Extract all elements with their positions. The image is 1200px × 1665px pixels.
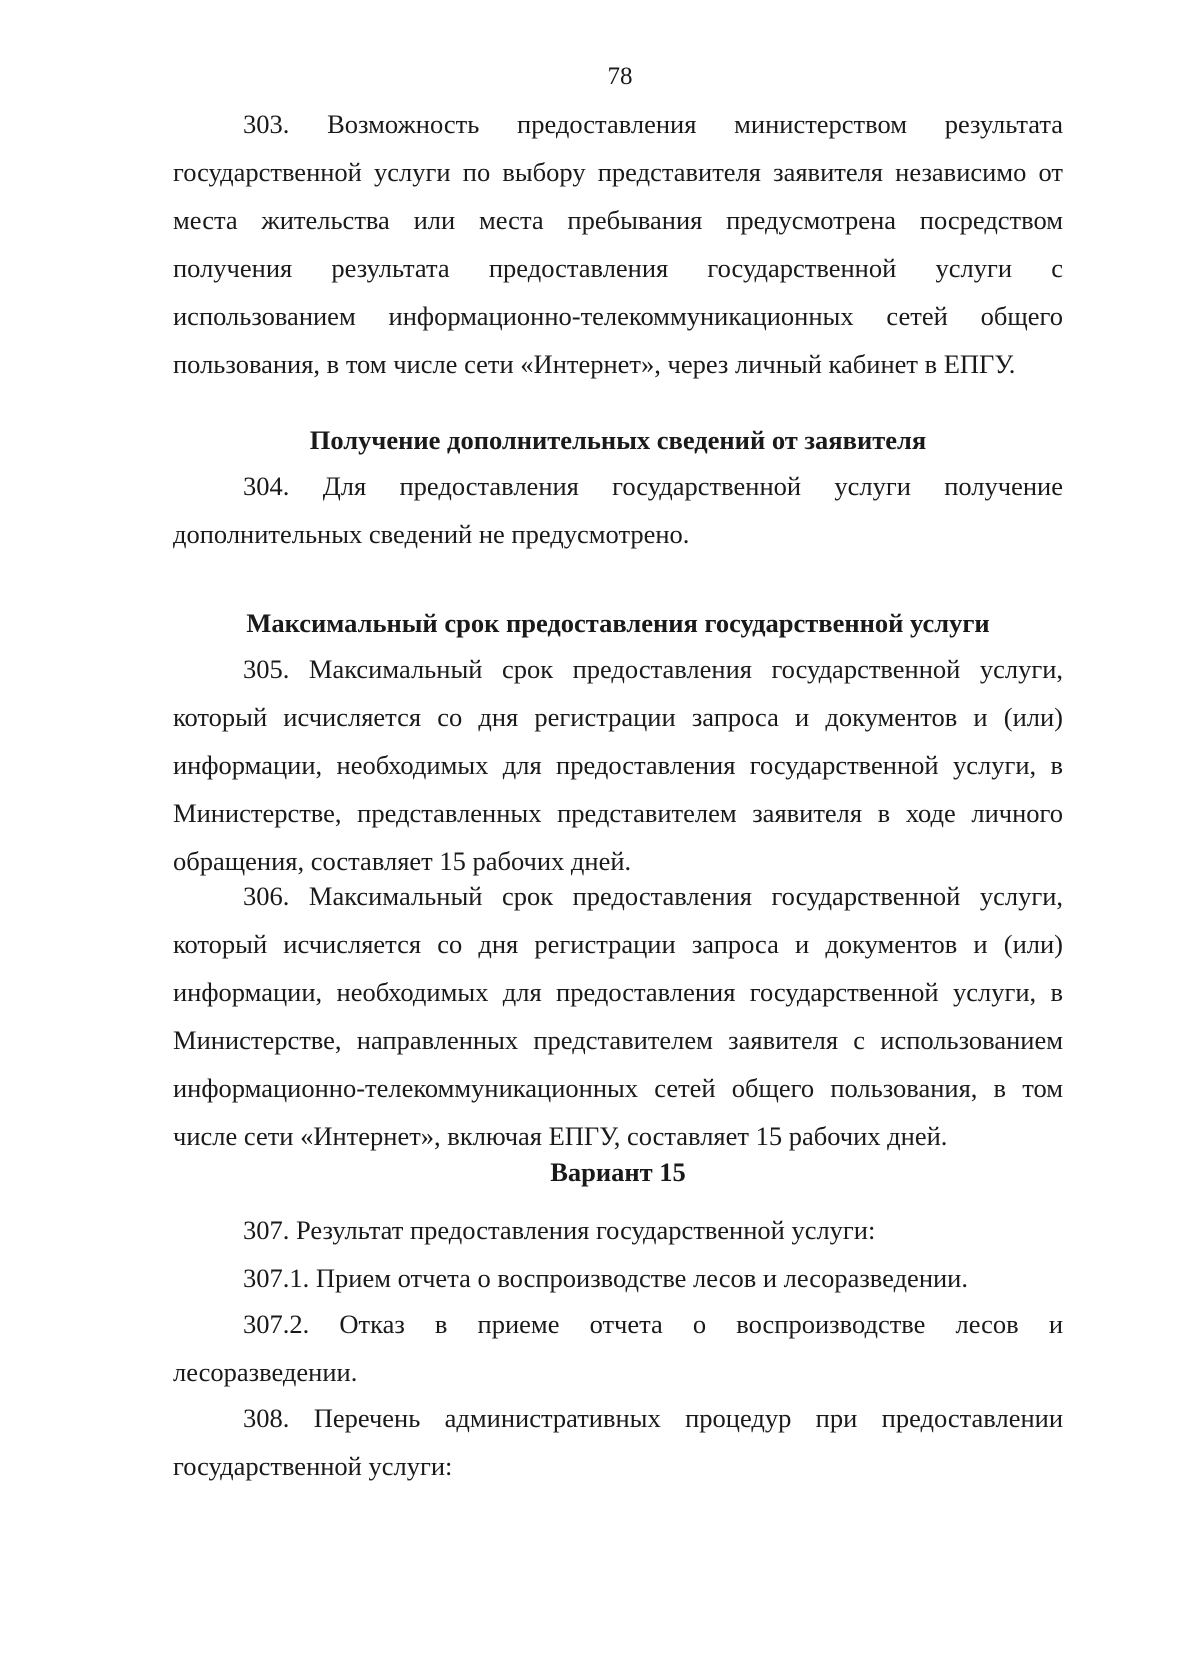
heading-max-term: Максимальный срок предоставления государственной услуги <box>246 608 990 638</box>
paragraph-305: 305. Максимальный срок предоставления государственной услуги, который исчисляется со дня регистрации запроса и документов и (или) информации, необходимых для предоставления государственной услуги, в Министерстве, представленных представителем заявителя в ходе личного обращения, составляет 15 рабочих дней. <box>173 654 1063 876</box>
paragraph-308: 308. Перечень административных процедур при предоставлении государственной услуги: <box>173 1403 1063 1481</box>
paragraph-304: 304. Для предоставления государственной услуги получение дополнительных сведений не предусмотрено. <box>173 471 1063 549</box>
paragraph-307: 307. Результат предоставления государственной услуги: <box>243 1215 876 1245</box>
page-number: 78 <box>607 63 633 90</box>
paragraph-306: 306. Максимальный срок предоставления государственной услуги, который исчисляется со дня регистрации запроса и документов и (или) информации, необходимых для предоставления государственной услуги, в Министерстве, направленных представителем заявителя с использованием информационно-телекоммуникационных сетей общего пользования, в том числе сети «Интернет», включая ЕПГУ, составляет 15 рабочих дней. <box>173 881 1063 1151</box>
paragraph-307-1: 307.1. Прием отчета о воспроизводстве лесов и лесоразведении. <box>243 1263 968 1293</box>
paragraph-307-2: 307.2. Отказ в приеме отчета о воспроизводстве лесов и лесоразведении. <box>173 1309 1063 1387</box>
paragraph-303: 303. Возможность предоставления министерством результата государственной услуги по выбору представителя заявителя независимо от места жительства или места пребывания предусмотрена посредством получения результата предоставления государственной услуги с использованием информационно-телекоммуникационных сетей общего пользования, в том числе сети «Интернет», через личный кабинет в ЕПГУ. <box>173 109 1063 379</box>
heading-variant-15: Вариант 15 <box>550 1157 686 1187</box>
heading-additional-info: Получение дополнительных сведений от заявителя <box>309 425 927 455</box>
